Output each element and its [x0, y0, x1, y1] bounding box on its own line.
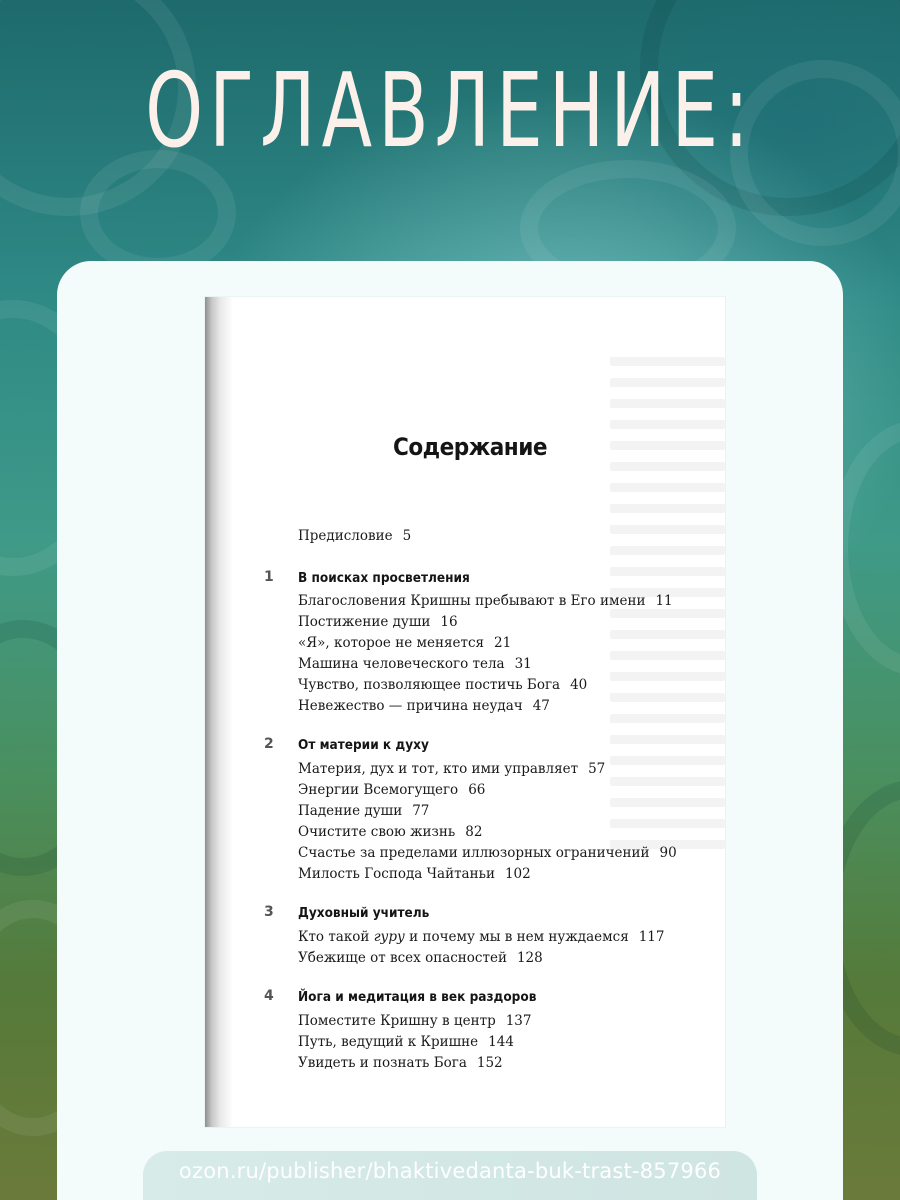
- toc-entry-page: 66: [468, 782, 486, 798]
- toc-entry-title: Чувство, позволяющее постичь Бога: [298, 677, 561, 693]
- toc-entry: [298, 656, 532, 672]
- chapter-title: Духовный учитель: [298, 905, 430, 921]
- toc-entry-title: Энергии Всемогущего: [298, 782, 459, 798]
- toc-entry-title: Очистите свою жизнь: [298, 824, 456, 840]
- toc-entry-page: 40: [570, 677, 588, 693]
- toc-entry-page: 152: [476, 1055, 503, 1071]
- toc-entry-title: Счастье за пределами иллюзорных ограничений: [298, 845, 650, 861]
- toc-entry: [298, 677, 587, 693]
- toc-entry-page: 16: [440, 614, 458, 630]
- toc-entry-preface: [298, 528, 411, 544]
- toc-heading: Содержание: [393, 433, 547, 461]
- toc-entry-page: 31: [514, 656, 532, 672]
- toc-entry-title: «Я», которое не меняется: [298, 635, 485, 651]
- toc-entry-title-italic: гуру: [373, 929, 405, 945]
- toc-entry-title-part: и почему мы в нем нуждаемся: [404, 929, 629, 945]
- toc-entry-page: 144: [488, 1034, 514, 1050]
- toc-entry-title: Невежество — причина неудач: [298, 698, 523, 714]
- chapter-title: От материи к духу: [298, 737, 429, 753]
- toc-entry-page: 117: [638, 929, 665, 945]
- toc-entry-title: Постижение души: [298, 614, 431, 630]
- toc-entry-title: Увидеть и познать Бога: [298, 1055, 467, 1071]
- chapter-title: В поисках просветления: [298, 570, 470, 586]
- table-of-contents: [205, 297, 725, 1127]
- toc-entry-title: Благословения Кришны пребывают в Его имени: [298, 593, 646, 609]
- toc-entry: [298, 782, 485, 798]
- toc-entry-page: 90: [659, 845, 677, 861]
- toc-entry-title: Предисловие: [298, 528, 393, 544]
- scanned-page: [205, 297, 725, 1127]
- toc-entry-page: 102: [504, 866, 531, 882]
- toc-entry: [298, 929, 665, 945]
- page-title: ОГЛАВЛЕНИЕ:: [145, 52, 755, 171]
- toc-entry-title: Машина человеческого тела: [298, 656, 505, 672]
- toc-entry: [298, 866, 531, 882]
- toc-entry: [298, 824, 482, 840]
- toc-entry-page: 57: [588, 761, 606, 777]
- toc-entry-page: 137: [505, 1013, 532, 1029]
- toc-entry-page: 128: [516, 950, 543, 966]
- toc-entry: [298, 845, 677, 861]
- toc-entry-page: 11: [655, 593, 673, 609]
- toc-entry-title: Поместите Кришну в центр: [298, 1013, 496, 1029]
- toc-entry: [298, 1034, 514, 1050]
- toc-entry-page: 5: [402, 528, 412, 544]
- toc-entry: [298, 593, 673, 609]
- toc-entry-page: 47: [532, 698, 550, 714]
- toc-entry: [298, 614, 458, 630]
- chapter-number: 2: [264, 736, 274, 752]
- toc-entry: [298, 761, 605, 777]
- toc-entry-title: [298, 929, 629, 945]
- chapter-number: 3: [264, 904, 274, 920]
- toc-entry-page: 77: [412, 803, 430, 819]
- toc-entry-title-part: Кто такой: [298, 929, 374, 945]
- chapter-title: Йога и медитация в век раздоров: [298, 989, 537, 1005]
- toc-entry: [298, 803, 429, 819]
- publisher-link[interactable]: ozon.ru/publisher/bhaktivedanta-buk-trast-857966: [178, 1159, 722, 1183]
- toc-entry: [298, 635, 511, 651]
- toc-entry-title: Материя, дух и тот, кто ими управляет: [298, 761, 579, 777]
- chapter-number: 4: [264, 988, 274, 1004]
- toc-entry-title: Падение души: [298, 803, 403, 819]
- toc-entry: [298, 950, 543, 966]
- toc-entry-title: Убежище от всех опасностей: [298, 950, 507, 966]
- toc-entry-title: Милость Господа Чайтаньи: [298, 866, 495, 882]
- toc-entry: [298, 1055, 503, 1071]
- toc-entry: [298, 698, 550, 714]
- toc-entry-page: 82: [465, 824, 483, 840]
- toc-entry-page: 21: [494, 635, 512, 651]
- toc-entry: [298, 1013, 532, 1029]
- toc-entry-title: Путь, ведущий к Кришне: [298, 1034, 479, 1050]
- chapter-number: 1: [264, 569, 274, 585]
